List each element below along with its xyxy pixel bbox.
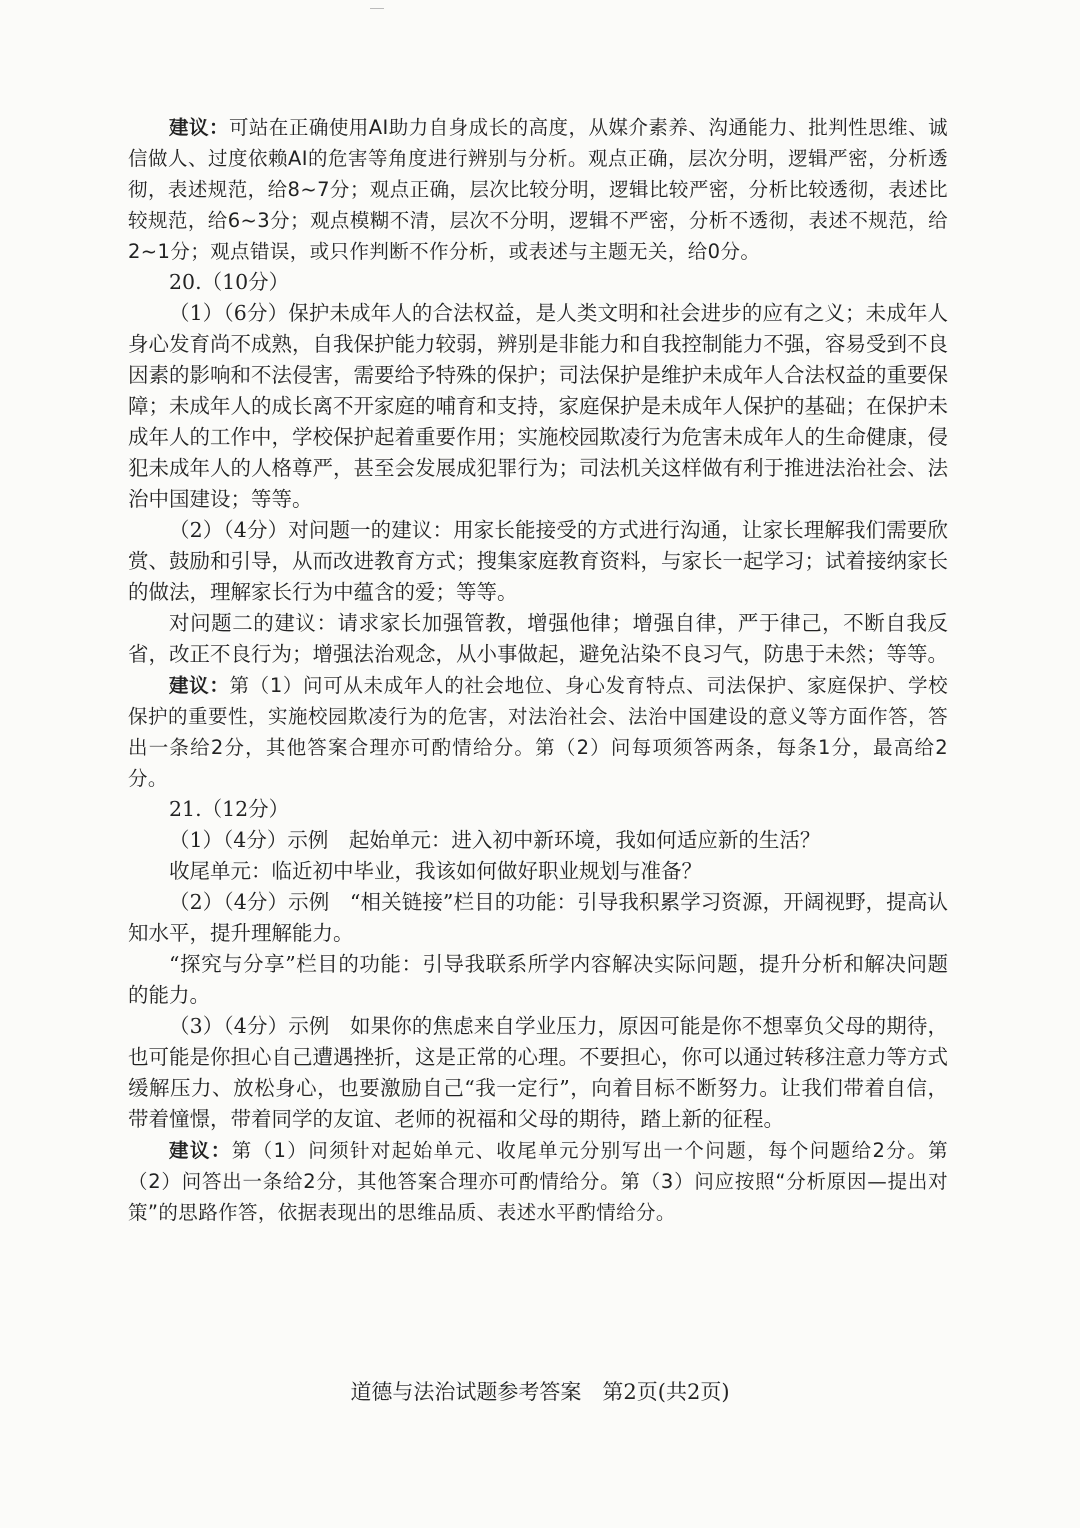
answer-paragraph: （1）（6分）保护未成年人的合法权益，是人类文明和社会进步的应有之义；未成年人身心发育尚不成熟，自我保护能力较弱，辨别是非能力和自我控制能力不强，容易受到不良因素的影响和不法侵害，需要给予特殊的保护；司法保护是维护未成年人合法权益的重要保障；未成年人的成长离不开家庭的哺育和支持，家庭保护是未成年人保护的基础；在保护未成年人的工作中，学校保护起着重要作用；实施校园欺凌行为危害未成年人的生命健康，侵犯未成年人的人格尊严，甚至会发展成犯罪行为；司法机关这样做有利于推进法治社会、法治中国建设；等等。: [128, 301, 948, 511]
answer-paragraph: （3）（4分）示例 如果你的焦虑来自学业压力，原因可能是你不想辜负父母的期待，也可能是你担心自己遭遇挫折，这是正常的心理。不要担心，你可以通过转移注意力等方式缓解压力、放松身心，也要激励自己“我一定行”，向着目标不断努力。让我们带着自信，带着憧憬，带着同学的友谊、老师的祝福和父母的期待，踏上新的征程。: [128, 1014, 948, 1131]
answer-paragraph: （1）（4分）示例 起始单元：进入初中新环境，我如何适应新的生活？: [169, 828, 821, 852]
grading-note: [128, 670, 948, 794]
note-text: 可站在正确使用AI助力自身成长的高度，从媒介素养、沟通能力、批判性思维、诚信做人、过度依赖AI的危害等角度进行辨别与分析。观点正确，层次分明，逻辑严密，分析透彻，表述规范，给8~7分；观点正确，层次比较分明，逻辑比较严密，分析比较透彻，表述比较规范，给6~3分；观点模糊不清，层次不分明，逻辑不严密，分析不透彻，表述不规范，给2~1分；观点错误，或只作判断不作分析，或表述与主题无关，给0分。: [128, 116, 948, 263]
answer-paragraph: 收尾单元：临近初中毕业，我该如何做好职业规划与准备？: [169, 859, 702, 883]
answer-content: [128, 112, 948, 1228]
question-heading: 20.（10分）: [169, 270, 290, 294]
answer-paragraph: （2）（4分）对问题一的建议：用家长能接受的方式进行沟通，让家长理解我们需要欣赏、鼓励和引导，从而改进教育方式；搜集家庭教育资料，与家长一起学习；试着接纳家长的做法，理解家长行为中蕴含的爱；等等。: [128, 518, 948, 604]
answer-paragraph: （2）（4分）示例 “相关链接”栏目的功能：引导我积累学习资源，开阔视野，提高认知水平，提升理解能力。: [128, 890, 948, 945]
note-label: 建议：: [169, 674, 230, 697]
note-text: 第（1）问须针对起始单元、收尾单元分别写出一个问题，每个问题给2分。第（2）问答出一条给2分，其他答案合理亦可酌情给分。第（3）问应按照“分析原因—提出对策”的思路作答，依据表现出的思维品质、表述水平酌情给分。: [128, 1139, 948, 1224]
grading-note: [128, 1135, 948, 1228]
grading-note: [128, 112, 948, 267]
scan-mark: [370, 8, 384, 9]
answer-paragraph: “探究与分享”栏目的功能：引导我联系所学内容解决实际问题，提升分析和解决问题的能力。: [128, 952, 948, 1007]
note-label: 建议：: [169, 1139, 232, 1162]
page-footer: 道德与法治试题参考答案 第2页(共2页): [350, 1380, 730, 1404]
note-text: 第（1）问可从未成年人的社会地位、身心发育特点、司法保护、家庭保护、学校保护的重要性，实施校园欺凌行为的危害，对法治社会、法治中国建设的意义等方面作答，答出一条给2分，其他答案合理亦可酌情给分。第（2）问每项须答两条，每条1分，最高给2分。: [128, 674, 949, 790]
answer-paragraph: 对问题二的建议：请求家长加强管教，增强他律；增强自律，严于律己，不断自我反省，改正不良行为；增强法治观念，从小事做起，避免沾染不良习气，防患于未然；等等。: [128, 611, 948, 666]
question-heading: 21.（12分）: [169, 797, 290, 821]
note-label: 建议：: [169, 116, 229, 139]
